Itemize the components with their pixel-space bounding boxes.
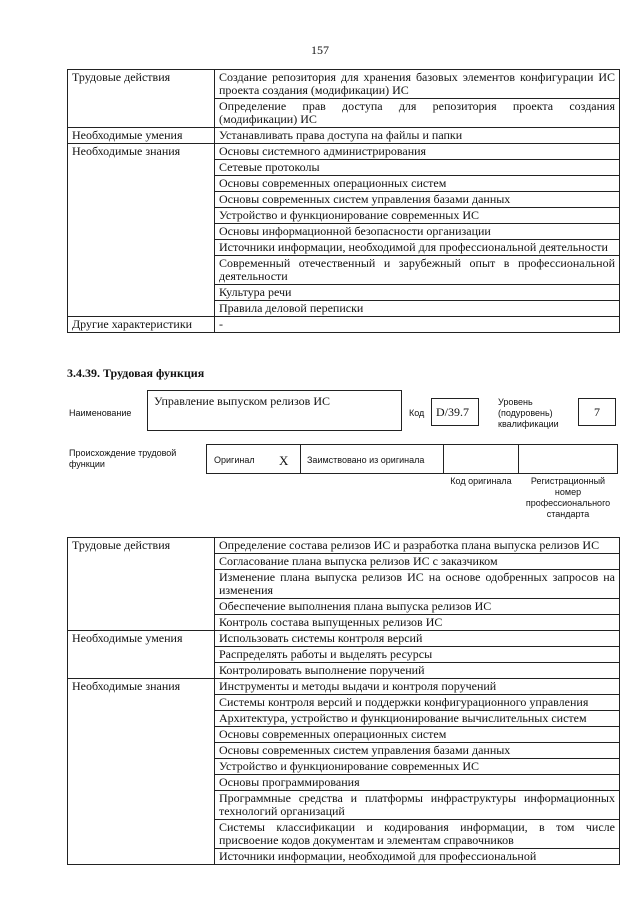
competency-table-bottom [67, 537, 620, 865]
row-item: Сетевые протоколы [215, 160, 620, 176]
row-item: Основы системного администрирования [215, 144, 620, 160]
original-mark: X [279, 453, 289, 468]
row-item: Устройство и функционирование современных ИС [215, 759, 620, 775]
name-label: Наименование [69, 408, 132, 418]
original-label: Оригинал [214, 455, 255, 465]
row-heading: Трудовые действия [68, 70, 215, 128]
row-heading: Необходимые умения [68, 631, 215, 679]
row-item: Основы современных операционных систем [215, 727, 620, 743]
row-item: Источники информации, необходимой для профессиональной деятельности [215, 240, 620, 256]
code-original-caption: Код оригинала [450, 476, 512, 486]
row-item: Основы современных операционных систем [215, 176, 620, 192]
row-heading: Необходимые знания [68, 144, 215, 317]
row-heading: Необходимые умения [68, 128, 215, 144]
row-item: Архитектура, устройство и функционирование вычислительных систем [215, 711, 620, 727]
origin-label: Происхождение трудовой функции [69, 448, 177, 469]
row-item: Устанавливать права доступа на файлы и папки [215, 128, 620, 144]
row-item: Основы программирования [215, 775, 620, 791]
row-item: Программные средства и платформы инфраструктуры информационных технологий организаций [215, 791, 620, 820]
table-row [68, 128, 620, 144]
borrowed-cell [300, 444, 444, 474]
row-item: Основы современных систем управления базами данных [215, 192, 620, 208]
row-item: Устройство и функционирование современных ИС [215, 208, 620, 224]
competency-table-top [67, 69, 620, 333]
row-heading: Другие характеристики [68, 317, 215, 333]
row-item: Системы классификации и кодирования информации, в том числе присвоение кодов документам и элементам справочников [215, 820, 620, 849]
row-item: Обеспечение выполнения плана выпуска релизов ИС [215, 599, 620, 615]
code-label: Код [409, 408, 425, 418]
reg-number-caption: Регистрационный номер профессионального стандарта [525, 476, 611, 519]
row-item: Основы современных систем управления базами данных [215, 743, 620, 759]
table-row [68, 631, 620, 647]
row-item: Основы информационной безопасности организации [215, 224, 620, 240]
row-item: Системы контроля версий и поддержки конфигурационного управления [215, 695, 620, 711]
row-item: Определение состава релизов ИС и разработка плана выпуска релизов ИС [215, 538, 620, 554]
section-title: 3.4.39. Трудовая функция [67, 366, 205, 380]
row-item: Согласование плана выпуска релизов ИС с заказчиком [215, 554, 620, 570]
borrowed-label: Заимствовано из оригинала [307, 455, 425, 465]
row-item: Источники информации, необходимой для профессиональной [215, 849, 620, 865]
table-row [68, 144, 620, 160]
level-label: Уровень (подуровень) квалификации [498, 397, 559, 429]
row-item: Культура речи [215, 285, 620, 301]
row-item: Распределять работы и выделять ресурсы [215, 647, 620, 663]
page-number: 157 [311, 43, 329, 57]
code-value-field: D/39.7 [431, 398, 479, 426]
level-value-field: 7 [578, 398, 616, 426]
row-item: Изменение плана выпуска релизов ИС на основе одобренных запросов на изменения [215, 570, 620, 599]
row-item: Создание репозитория для хранения базовых элементов конфигурации ИС проекта создания (модификации) ИС [215, 70, 620, 99]
row-item: Инструменты и методы выдачи и контроля поручений [215, 679, 620, 695]
row-heading: Необходимые знания [68, 679, 215, 865]
row-item: Определение прав доступа для репозитория проекта создания (модификации) ИС [215, 99, 620, 128]
table-row [68, 679, 620, 695]
table-row [68, 317, 620, 333]
row-item: Использовать системы контроля версий [215, 631, 620, 647]
table-row [68, 538, 620, 554]
row-item: Контроль состава выпущенных релизов ИС [215, 615, 620, 631]
row-item: - [215, 317, 620, 333]
origin-row [206, 444, 618, 474]
original-cell [206, 444, 301, 474]
code-original-cell [443, 444, 519, 474]
row-heading: Трудовые действия [68, 538, 215, 631]
table-row [68, 70, 620, 99]
row-item: Правила деловой переписки [215, 301, 620, 317]
row-item: Современный отечественный и зарубежный опыт в профессиональной деятельности [215, 256, 620, 285]
row-item: Контролировать выполнение поручений [215, 663, 620, 679]
reg-number-cell [518, 444, 618, 474]
function-name-field: Управление выпуском релизов ИС [147, 390, 402, 431]
